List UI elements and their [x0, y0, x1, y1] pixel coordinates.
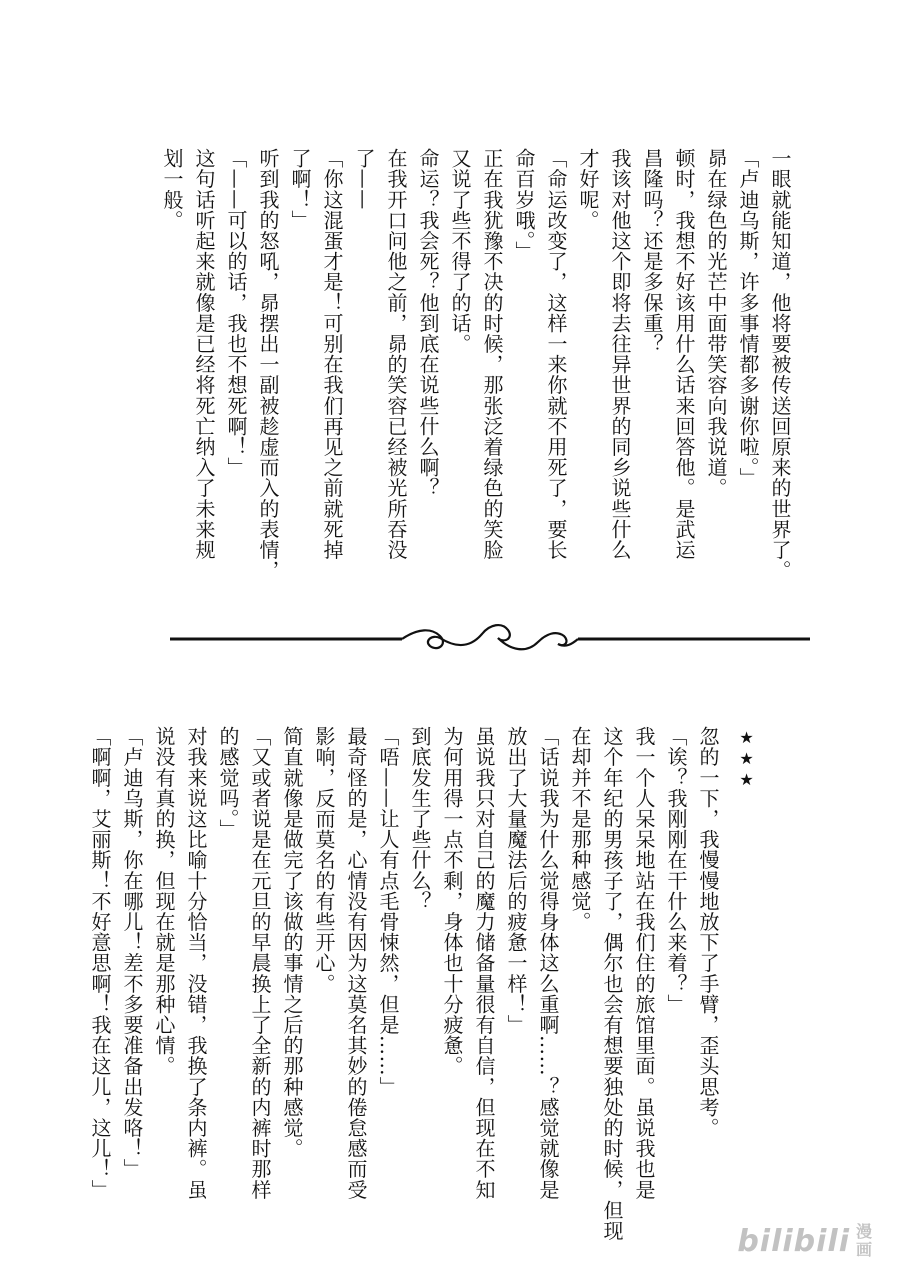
text-line: 「又或者说是在元旦的早晨换上了全新的内裤时那样	[248, 726, 272, 1200]
text-line: 虽说我只对自己的魔力储备量很有自信，但现在不知	[472, 726, 496, 1200]
text-line: 一眼就能知道，他将要被传送回原来的世界了。	[768, 148, 792, 581]
text-line: 到底发生了些什么？	[408, 726, 432, 912]
text-line: 说没有真的换，但现在就是那种心情。	[152, 726, 176, 1077]
bilibili-watermark	[737, 1223, 872, 1259]
text-line: 「你这混蛋才是！可别在我们再见之前就死掉	[320, 148, 344, 560]
text-line: 对我来说这比喻十分恰当，没错，我换了条内裤。虽	[184, 726, 208, 1200]
text-line: 在却并不是那种感觉。	[568, 726, 592, 932]
text-line: 昴在绿色的光芒中面带笑容向我说道。	[704, 148, 728, 499]
text-line: 了——	[352, 148, 376, 210]
text-line: 这句话听起来就像是已经将死亡纳入了未来规	[192, 148, 216, 560]
text-line: 「命运改变了，这样一来你就不用死了，要长	[544, 148, 568, 560]
text-line: 放出了大量魔法后的疲惫一样！」	[504, 726, 528, 1035]
text-line: 「卢迪乌斯，许多事情都多谢你啦。」	[736, 148, 760, 489]
top-text-block	[156, 148, 796, 598]
text-line: 命百岁哦。」	[512, 148, 536, 262]
text-line: 「诶？我刚刚在干什么来着？」	[664, 726, 688, 1015]
watermark-manga-label: 漫 画	[855, 1222, 872, 1259]
text-line: 了啊！」	[288, 148, 312, 231]
text-line: 「卢迪乌斯，你在哪儿！差不多要准备出发咯！」	[120, 726, 144, 1180]
text-line: 影响，反而莫名的有些开心。	[312, 726, 336, 994]
text-line: 忽的一下，我慢慢地放下了手臂，歪头思考。	[696, 726, 720, 1138]
text-line: 「话说我为什么觉得身体这么重啊……？感觉就像是	[536, 726, 560, 1200]
text-line: 最奇怪的是，心情没有因为这莫名其妙的倦怠感而受	[344, 726, 368, 1200]
text-line: 的感觉吗。」	[216, 726, 240, 840]
text-line: 我该对他这个即将去往异世界的同乡说些什么	[608, 148, 632, 560]
text-line: 在我开口问他之前，昴的笑容已经被光所吞没	[384, 148, 408, 560]
text-line: 命运？我会死？他到底在说些什么啊？	[416, 148, 440, 499]
text-line: 「啊啊，艾丽斯！不好意思啊！我在这儿，这儿！」	[88, 726, 112, 1200]
text-line: 划一般。	[160, 148, 184, 231]
text-line: 又说了些不得了的话。	[448, 148, 472, 354]
watermark-logo-text: bilibili	[737, 1223, 850, 1259]
text-line: 昌隆吗？还是多保重？	[640, 148, 664, 354]
text-line: 我一个人呆呆地站在我们住的旅馆里面。虽说我也是	[632, 726, 656, 1200]
text-line: 「——可以的话，我也不想死啊！」	[224, 148, 248, 478]
text-line: 「唔——让人有点毛骨悚然，但是……」	[376, 726, 400, 1097]
text-line: 正在我犹豫不决的时候，那张泛着绿色的笑脸	[480, 148, 504, 560]
text-line: 这个年纪的男孩子了，偶尔也会有想要独处的时候，但现	[600, 726, 624, 1241]
text-line: 顿时，我想不好该用什么话来回答他。是武运	[672, 148, 696, 560]
bottom-text-block	[84, 726, 724, 1241]
ornamental-divider	[170, 614, 810, 664]
scene-break-stars: ★★★	[737, 728, 756, 791]
text-line: 听到我的怒吼，昴摆出一副被趁虚而入的表情，	[256, 148, 280, 581]
text-line: 为何用得一点不剩，身体也十分疲惫。	[440, 726, 464, 1077]
text-line: 简直就像是做完了该做的事情之后的那种感觉。	[280, 726, 304, 1159]
text-line: 才好呢。	[576, 148, 600, 231]
